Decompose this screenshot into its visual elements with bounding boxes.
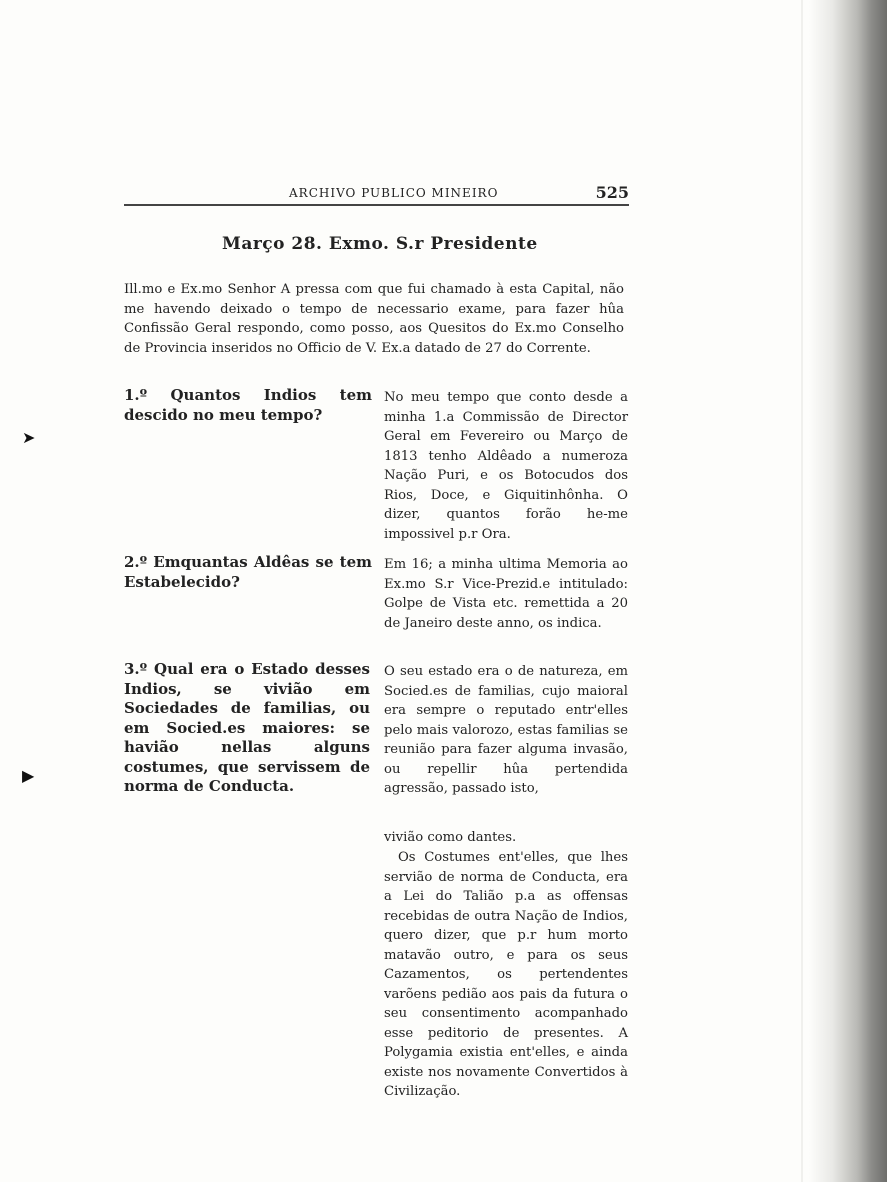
running-header xyxy=(124,183,629,205)
page-edge xyxy=(801,0,803,1182)
answer-2: Em 16; a minha ultima Memoria ao Ex.mo S.r Vice-Prezid.e intitulado: Golpe de Vista etc. remettida a 20 de Janeiro deste anno, os indica. xyxy=(384,557,628,631)
margin-arrow-icon: ➤ xyxy=(22,428,36,447)
letter-heading: Março 28. Exmo. S.r Presidente xyxy=(222,234,538,254)
question-1: 1.º Quantos Indios tem descido no meu tempo? xyxy=(124,386,372,424)
binding-shadow xyxy=(809,0,887,1182)
margin-pointer-icon: ▶ xyxy=(22,766,35,785)
question-2: 2.º Emquantas Aldêas se tem Estabelecido? xyxy=(124,553,372,591)
page-number: 525 xyxy=(595,183,629,202)
answer-3-continuation-paragraph: Os Costumes ent'elles, que lhes servião de norma de Conducta, era a Lei do Talião p.a as offensas recebidas de outra Nação de Indios, quero dizer, que p.r hum morto matavão outro, e para os seus Cazamentos, os pertendentes varõens pedião aos pais da futura o seu consentimento acompanhado esse peditorio de presentes. A Polygamia existia ent'elles, e ainda existe nos novamente Convertidos à Civilização. xyxy=(384,850,628,1099)
header-rule xyxy=(124,204,629,206)
answer-3: O seu estado era o de natureza, em Socied.es de familias, cujo maioral era sempre o reputado entr'elles pelo mais valorozo, estas familias se reunião para fazer alguma invasão, ou repellir hûa pertendida agressão, passado isto, xyxy=(384,664,628,796)
intro-paragraph: Ill.mo e Ex.mo Senhor A pressa com que fui chamado à esta Capital, não me havendo deixado o tempo de necessario exame, para fazer hûa Confissão Geral respondo, como posso, aos Quesitos do Ex.mo Conselho de Provincia inseridos no Officio de V. Ex.a datado de 27 do Corrente. xyxy=(124,282,624,356)
question-3: 3.º Qual era o Estado desses Indios, se vivião em Sociedades de familias, ou em Socied.es maiores: se havião nellas alguns costumes, que servissem de norma de Conducta. xyxy=(124,660,370,795)
answer-1: No meu tempo que conto desde a minha 1.a Commissão de Director Geral em Fevereiro ou Março de 1813 tenho Aldêado a numeroza Nação Puri, e os Botocudos dos Rios, Doce, e Giquitinhônha. O dizer, quantos forão he-me impossivel p.r Ora. xyxy=(384,390,628,542)
answer-3-continuation-line: vivião como dantes. xyxy=(384,830,517,845)
header-title: ARCHIVO PUBLICO MINEIRO xyxy=(289,186,499,200)
